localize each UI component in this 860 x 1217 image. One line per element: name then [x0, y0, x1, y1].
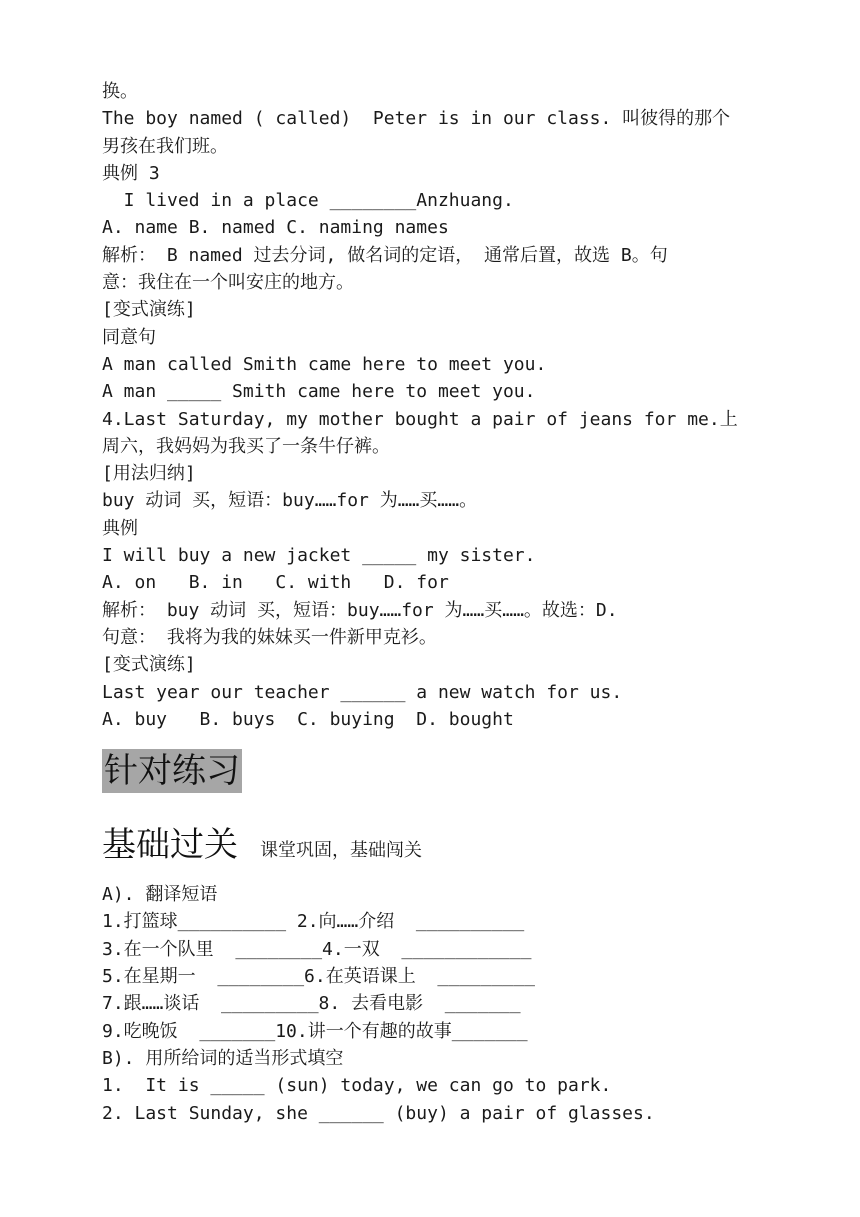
- text-line: 同意句: [102, 326, 156, 348]
- text-line: I will buy a new jacket _____ my sister.: [102, 545, 536, 567]
- text-line: A. on B. in C. with D. for: [102, 572, 449, 594]
- text-line: 周六，我妈妈为我买了一条牛仔裤。: [102, 435, 390, 457]
- text-line: [变式演练]: [102, 299, 196, 321]
- text-line: 典例: [102, 517, 138, 539]
- text-line: 换。: [102, 81, 138, 102]
- text-line: 解析： buy 动词 买，短语：buy……for 为……买……。故选：D.: [102, 599, 618, 621]
- text-line: 意：我住在一个叫安庄的地方。: [102, 272, 354, 294]
- text-line: [变式演练]: [102, 654, 196, 676]
- text-line: 解析： B named 过去分词, 做名词的定语， 通常后置，故选 B。句: [102, 244, 668, 266]
- text-block-top: [102, 78, 742, 733]
- text-line: A. name B. named C. naming names: [102, 217, 449, 239]
- text-line: 9.吃晚饭 _______10.讲一个有趣的故事_______: [102, 1020, 528, 1042]
- text-line: A. buy B. buys C. buying D. bought: [102, 708, 514, 730]
- text-line: A man called Smith came here to meet you.: [102, 353, 547, 375]
- text-line: buy 动词 买，短语：buy……for 为……买……。: [102, 490, 478, 512]
- text-block-bottom: [102, 881, 742, 1127]
- section-heading: 针对练习: [104, 751, 240, 792]
- text-line: 1. It is _____ (sun) today, we can go to park.: [102, 1075, 612, 1097]
- text-line: The boy named ( called) Peter is in our class. 叫彼得的那个: [102, 108, 731, 130]
- text-line: 3.在一个队里 ________4.一双 ____________: [102, 938, 532, 960]
- sub-heading-row: [102, 823, 742, 871]
- document-page: [102, 78, 742, 1127]
- text-line: I lived in a place ________Anzhuang.: [102, 190, 514, 212]
- text-line: 2. Last Sunday, she ______ (buy) a pair of glasses.: [102, 1102, 655, 1124]
- text-line: B). 用所给词的适当形式填空: [102, 1047, 344, 1069]
- text-line: [用法归纳]: [102, 463, 196, 485]
- text-line: 句意： 我将为我的妹妹买一件新甲克衫。: [102, 626, 437, 648]
- text-line: A man _____ Smith came here to meet you.: [102, 381, 536, 403]
- text-line: 7.跟……谈话 _________8. 去看电影 _______: [102, 993, 521, 1015]
- text-line: 典例 3: [102, 162, 160, 184]
- text-line: 5.在星期一 ________6.在英语课上 _________: [102, 966, 535, 988]
- text-line: 1.打篮球__________ 2.向……介绍 __________: [102, 911, 525, 933]
- text-line: A). 翻译短语: [102, 884, 218, 906]
- text-line: Last year our teacher ______ a new watch for us.: [102, 681, 623, 703]
- sub-heading-subtitle: 课堂巩固，基础闯关: [260, 840, 422, 862]
- text-line: 男孩在我们班。: [102, 135, 228, 157]
- text-line: 4.Last Saturday, my mother bought a pair of jeans for me.上: [102, 408, 738, 430]
- section-heading-row: [102, 733, 742, 793]
- sub-heading-title: 基础过关: [102, 825, 238, 866]
